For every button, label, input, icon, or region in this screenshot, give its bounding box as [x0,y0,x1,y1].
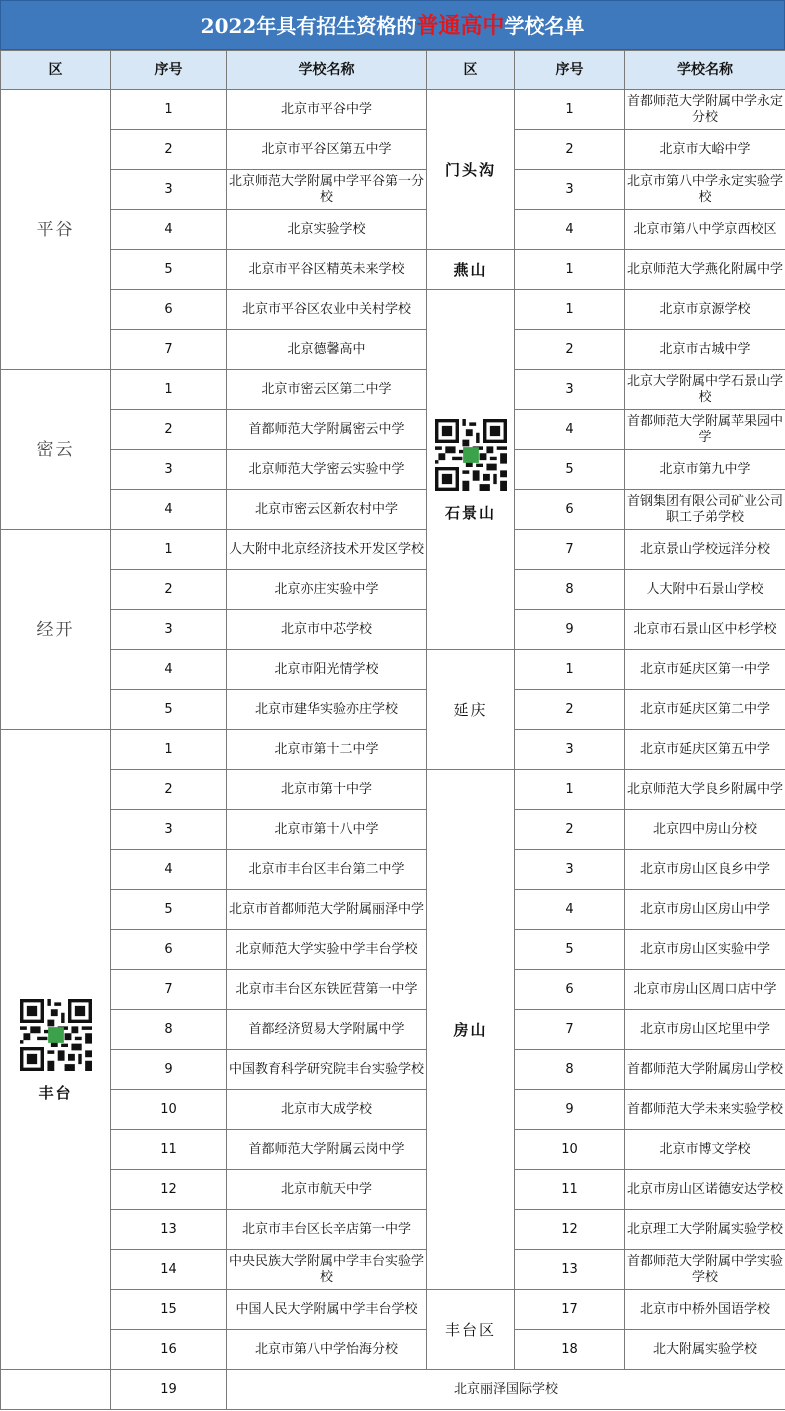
district-fengtaiqu: 丰台区 [427,1290,515,1370]
school-name: 首都师范大学附属苹果园中学 [625,410,785,450]
district-fangshan: 房山 [427,770,515,1290]
table-row [1,810,785,850]
school-name: 北京亦庄实验中学 [227,570,427,610]
school-name: 北京师范大学附属中学平谷第一分校 [227,170,427,210]
district-shijingshan [427,290,515,650]
row-number: 6 [515,970,625,1010]
row-number: 8 [515,1050,625,1090]
row-number: 17 [515,1290,625,1330]
row-number: 4 [111,210,227,250]
school-name: 首都师范大学附属中学永定分校 [625,90,785,130]
row-number: 3 [515,370,625,410]
table-row [1,1130,785,1170]
school-name: 北京景山学校远洋分校 [625,530,785,570]
table-row [1,1170,785,1210]
row-number: 6 [111,290,227,330]
table-row [1,250,785,290]
school-name: 北京市丰台区长辛店第一中学 [227,1210,427,1250]
row-number: 13 [111,1210,227,1250]
row-number: 2 [515,130,625,170]
school-name: 中央民族大学附属中学丰台实验学校 [227,1250,427,1290]
school-name: 北京市石景山区中杉学校 [625,610,785,650]
table-row [1,1210,785,1250]
row-number: 1 [515,90,625,130]
school-name: 人大附中石景山学校 [625,570,785,610]
school-name: 北京市房山区诺德安达学校 [625,1170,785,1210]
table-row [1,290,785,330]
table-row [1,210,785,250]
qr-code-icon [435,419,507,491]
row-number: 2 [111,410,227,450]
district-miyun: 密云 [1,370,111,530]
table-row [1,610,785,650]
row-number: 16 [111,1330,227,1370]
header-number-right: 序号 [515,51,625,90]
row-number: 1 [111,90,227,130]
table-row [1,1330,785,1370]
school-name: 北京四中房山分校 [625,810,785,850]
school-name: 北京市第九中学 [625,450,785,490]
row-number: 10 [111,1090,227,1130]
row-number: 4 [515,410,625,450]
school-name: 北京大学附属中学石景山学校 [625,370,785,410]
school-name: 北京市平谷区第五中学 [227,130,427,170]
school-name: 北京市大成学校 [227,1090,427,1130]
row-number: 6 [515,490,625,530]
table-row [1,570,785,610]
row-number: 1 [515,650,625,690]
row-number: 9 [515,610,625,650]
school-name: 北京市丰台区丰台第二中学 [227,850,427,890]
school-name: 北京市平谷中学 [227,90,427,130]
school-name: 北京德馨高中 [227,330,427,370]
school-name: 北京市延庆区第五中学 [625,730,785,770]
row-number: 3 [515,730,625,770]
row-number: 5 [111,890,227,930]
row-number: 4 [111,650,227,690]
school-name: 首都师范大学附属房山学校 [625,1050,785,1090]
district-pinggu: 平谷 [1,90,111,370]
school-name: 北京市密云区新农村中学 [227,490,427,530]
row-number: 12 [515,1210,625,1250]
qr-code-icon [20,999,92,1071]
district-yanshan: 燕山 [427,250,515,290]
row-number: 5 [111,690,227,730]
table-row [1,330,785,370]
school-name: 北京市第八中学京西校区 [625,210,785,250]
school-name: 北京市平谷区农业中关村学校 [227,290,427,330]
table-row [1,1050,785,1090]
school-name: 中国人民大学附属中学丰台学校 [227,1290,427,1330]
row-number: 3 [111,610,227,650]
school-name: 北京市中芯学校 [227,610,427,650]
district-label: 石景山 [444,503,496,522]
school-name: 首都师范大学附属密云中学 [227,410,427,450]
table-row [1,170,785,210]
table-row [1,1010,785,1050]
school-name: 北京实验学校 [227,210,427,250]
school-name: 北京市房山区房山中学 [625,890,785,930]
page-title [0,0,785,50]
row-number: 19 [111,1370,227,1410]
row-number: 1 [515,770,625,810]
school-name: 北京理工大学附属实验学校 [625,1210,785,1250]
table-row [1,370,785,410]
row-number: 4 [515,210,625,250]
header-row [1,51,785,90]
school-name: 首钢集团有限公司矿业公司职工子弟学校 [625,490,785,530]
school-name: 北京市中桥外国语学校 [625,1290,785,1330]
table-row [1,530,785,570]
row-number: 5 [111,250,227,290]
row-number: 2 [515,330,625,370]
header-number-left: 序号 [111,51,227,90]
school-name: 北京市第十八中学 [227,810,427,850]
school-name: 北京市首都师范大学附属丽泽中学 [227,890,427,930]
row-number: 3 [111,810,227,850]
row-number: 2 [111,570,227,610]
row-number: 1 [515,250,625,290]
school-name: 北京市房山区良乡中学 [625,850,785,890]
district-yanqing: 延庆 [427,650,515,770]
row-number: 9 [515,1090,625,1130]
school-name: 中国教育科学研究院丰台实验学校 [227,1050,427,1090]
row-number: 3 [111,450,227,490]
row-number: 14 [111,1250,227,1290]
header-school-left: 学校名称 [227,51,427,90]
title-highlight: 普通高中 [416,13,505,39]
school-name: 人大附中北京经济技术开发区学校 [227,530,427,570]
school-name: 北京市古城中学 [625,330,785,370]
table-row [1,1250,785,1290]
table-row [1,1090,785,1130]
school-name: 北京师范大学密云实验中学 [227,450,427,490]
row-number: 2 [111,770,227,810]
row-number: 13 [515,1250,625,1290]
table-row [1,130,785,170]
district-fengtai [1,730,111,1370]
school-name: 北京市航天中学 [227,1170,427,1210]
table-row [1,730,785,770]
row-number: 8 [515,570,625,610]
school-name: 北京市房山区实验中学 [625,930,785,970]
row-number: 2 [515,690,625,730]
table-row [1,1290,785,1330]
row-number: 1 [111,530,227,570]
row-number: 1 [111,730,227,770]
table-row [1,410,785,450]
header-district-right: 区 [427,51,515,90]
district-mentougou: 门头沟 [427,90,515,250]
school-name: 北京市密云区第二中学 [227,370,427,410]
header-district-left: 区 [1,51,111,90]
school-name: 北京市京源学校 [625,290,785,330]
row-number: 11 [111,1130,227,1170]
school-name: 北京市延庆区第二中学 [625,690,785,730]
row-number: 12 [111,1170,227,1210]
row-number: 3 [515,850,625,890]
school-name: 首都师范大学附属中学实验学校 [625,1250,785,1290]
school-name: 北京市房山区周口店中学 [625,970,785,1010]
school-name: 北京市平谷区精英未来学校 [227,250,427,290]
school-name: 北京市阳光情学校 [227,650,427,690]
table-row [1,690,785,730]
title-suffix: 学校名单 [504,14,585,38]
school-name: 北京市房山区坨里中学 [625,1010,785,1050]
row-number: 2 [515,810,625,850]
school-name: 北京市博文学校 [625,1130,785,1170]
table-row [1,90,785,130]
school-name: 北京市第十二中学 [227,730,427,770]
table-row [1,770,785,810]
row-number: 5 [515,930,625,970]
row-number: 3 [111,170,227,210]
title-prefix: 2022年具有招生资格的 [200,14,417,38]
row-number: 2 [111,130,227,170]
row-number: 4 [111,490,227,530]
row-number: 5 [515,450,625,490]
table-row [1,450,785,490]
row-number: 11 [515,1170,625,1210]
row-number: 7 [111,970,227,1010]
row-number: 10 [515,1130,625,1170]
row-number: 3 [515,170,625,210]
table-row [1,1370,785,1410]
row-number: 18 [515,1330,625,1370]
school-table [0,50,785,1410]
row-number: 9 [111,1050,227,1090]
row-number: 1 [515,290,625,330]
school-name: 首都师范大学未来实验学校 [625,1090,785,1130]
school-name: 北大附属实验学校 [625,1330,785,1370]
header-school-right: 学校名称 [625,51,785,90]
school-name: 北京市延庆区第一中学 [625,650,785,690]
table-row [1,970,785,1010]
school-name: 北京师范大学良乡附属中学 [625,770,785,810]
school-name: 北京师范大学燕化附属中学 [625,250,785,290]
row-number: 4 [111,850,227,890]
school-name: 北京市第八中学怡海分校 [227,1330,427,1370]
district-label: 丰台 [38,1083,73,1102]
table-row [1,930,785,970]
school-name: 北京师范大学实验中学丰台学校 [227,930,427,970]
school-name: 北京丽泽国际学校 [227,1370,785,1410]
school-name: 北京市丰台区东铁匠营第一中学 [227,970,427,1010]
school-name: 北京市第十中学 [227,770,427,810]
district-jingkai: 经开 [1,530,111,730]
school-name: 首都师范大学附属云岗中学 [227,1130,427,1170]
row-number: 7 [111,330,227,370]
row-number: 4 [515,890,625,930]
empty-cell [1,1370,111,1410]
table-row [1,490,785,530]
row-number: 1 [111,370,227,410]
school-name: 北京市大峪中学 [625,130,785,170]
school-name: 北京市建华实验亦庄学校 [227,690,427,730]
table-row [1,850,785,890]
table-row [1,650,785,690]
row-number: 15 [111,1290,227,1330]
school-name: 北京市第八中学永定实验学校 [625,170,785,210]
row-number: 7 [515,1010,625,1050]
row-number: 7 [515,530,625,570]
table-row [1,890,785,930]
row-number: 8 [111,1010,227,1050]
school-name: 首都经济贸易大学附属中学 [227,1010,427,1050]
row-number: 6 [111,930,227,970]
